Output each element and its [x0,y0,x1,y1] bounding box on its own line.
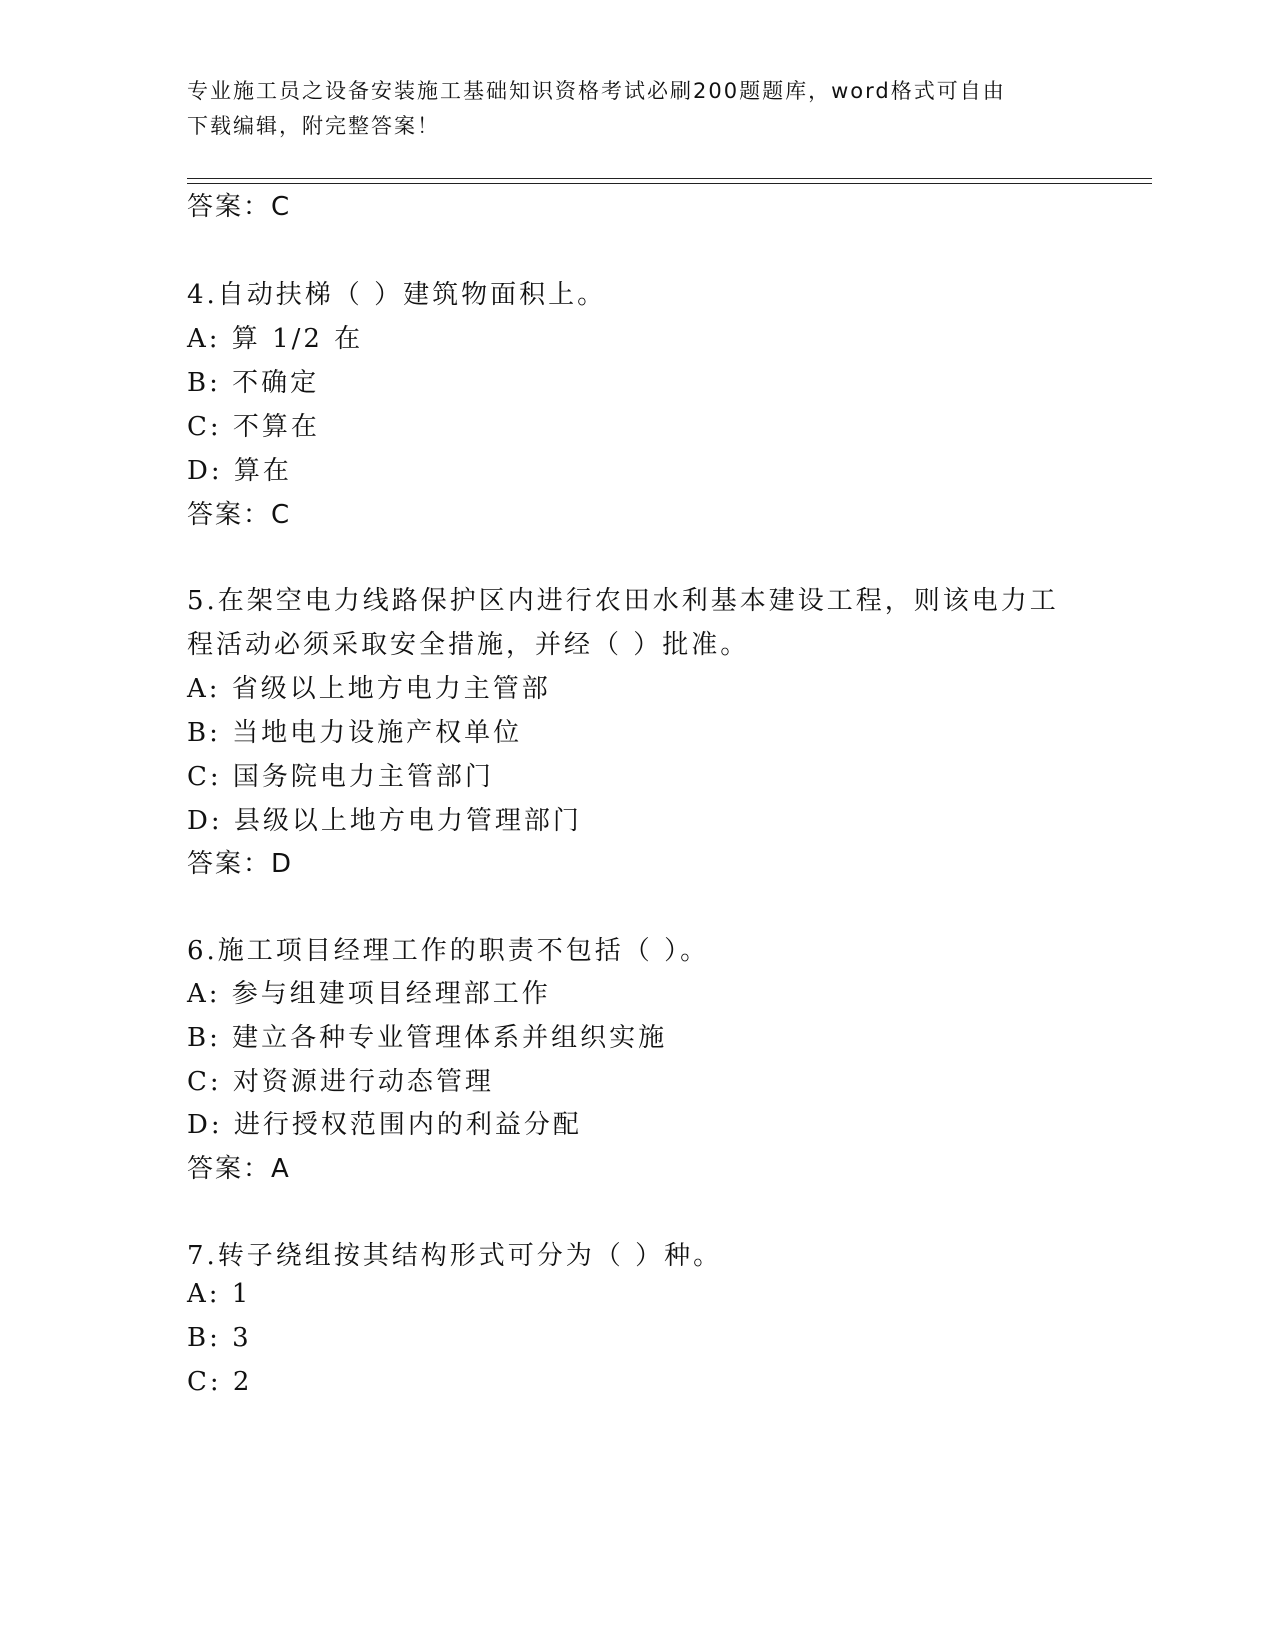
question-5-option-c: C: 国务院电力主管部门 [187,762,494,792]
question-4-option-d: D: 算在 [187,456,292,486]
question-6-option-c: C: 对资源进行动态管理 [187,1067,494,1097]
header-divider-bottom [187,183,1152,184]
question-7-option-a: A: 1 [187,1279,252,1309]
question-4-stem: 4.自动扶梯（ ）建筑物面积上。 [187,280,607,310]
question-7-option-c: C: 2 [187,1367,253,1397]
question-6-stem: 6.施工项目经理工作的职责不包括（ ）。 [187,936,710,966]
question-5-option-d: D: 县级以上地方电力管理部门 [187,806,582,836]
question-4-option-a: A: 算 1/2 在 [187,324,364,354]
question-6-option-d: D: 进行授权范围内的利益分配 [187,1110,582,1140]
question-5-stem-line-2: 程活动必须采取安全措施，并经（ ）批准。 [187,630,750,660]
header-line-2: 下载编辑，附完整答案！ [187,114,440,138]
header-divider-top [187,178,1152,179]
question-4-answer: 答案：C [187,500,292,530]
question-5-option-b: B: 当地电力设施产权单位 [187,718,523,748]
question-5-stem-line-1: 5.在架空电力线路保护区内进行农田水利基本建设工程，则该电力工 [187,586,1059,616]
question-7-option-b: B: 3 [187,1323,252,1353]
header-line-1: 专业施工员之设备安装施工基础知识资格考试必刷200题题库，word格式可自由 [187,79,1006,103]
question-5-answer: 答案：D [187,849,294,879]
question-6-answer: 答案：A [187,1154,291,1184]
question-7-stem: 7.转子绕组按其结构形式可分为（ ）种。 [187,1241,723,1271]
question-4-option-b: B: 不确定 [187,368,320,398]
question-4-option-c: C: 不算在 [187,412,320,442]
question-6-option-b: B: 建立各种专业管理体系并组织实施 [187,1023,668,1053]
question-6-option-a: A: 参与组建项目经理部工作 [187,979,551,1009]
previous-answer: 答案：C [187,192,292,222]
document-header [187,74,1067,144]
question-5-option-a: A: 省级以上地方电力主管部 [187,674,551,704]
